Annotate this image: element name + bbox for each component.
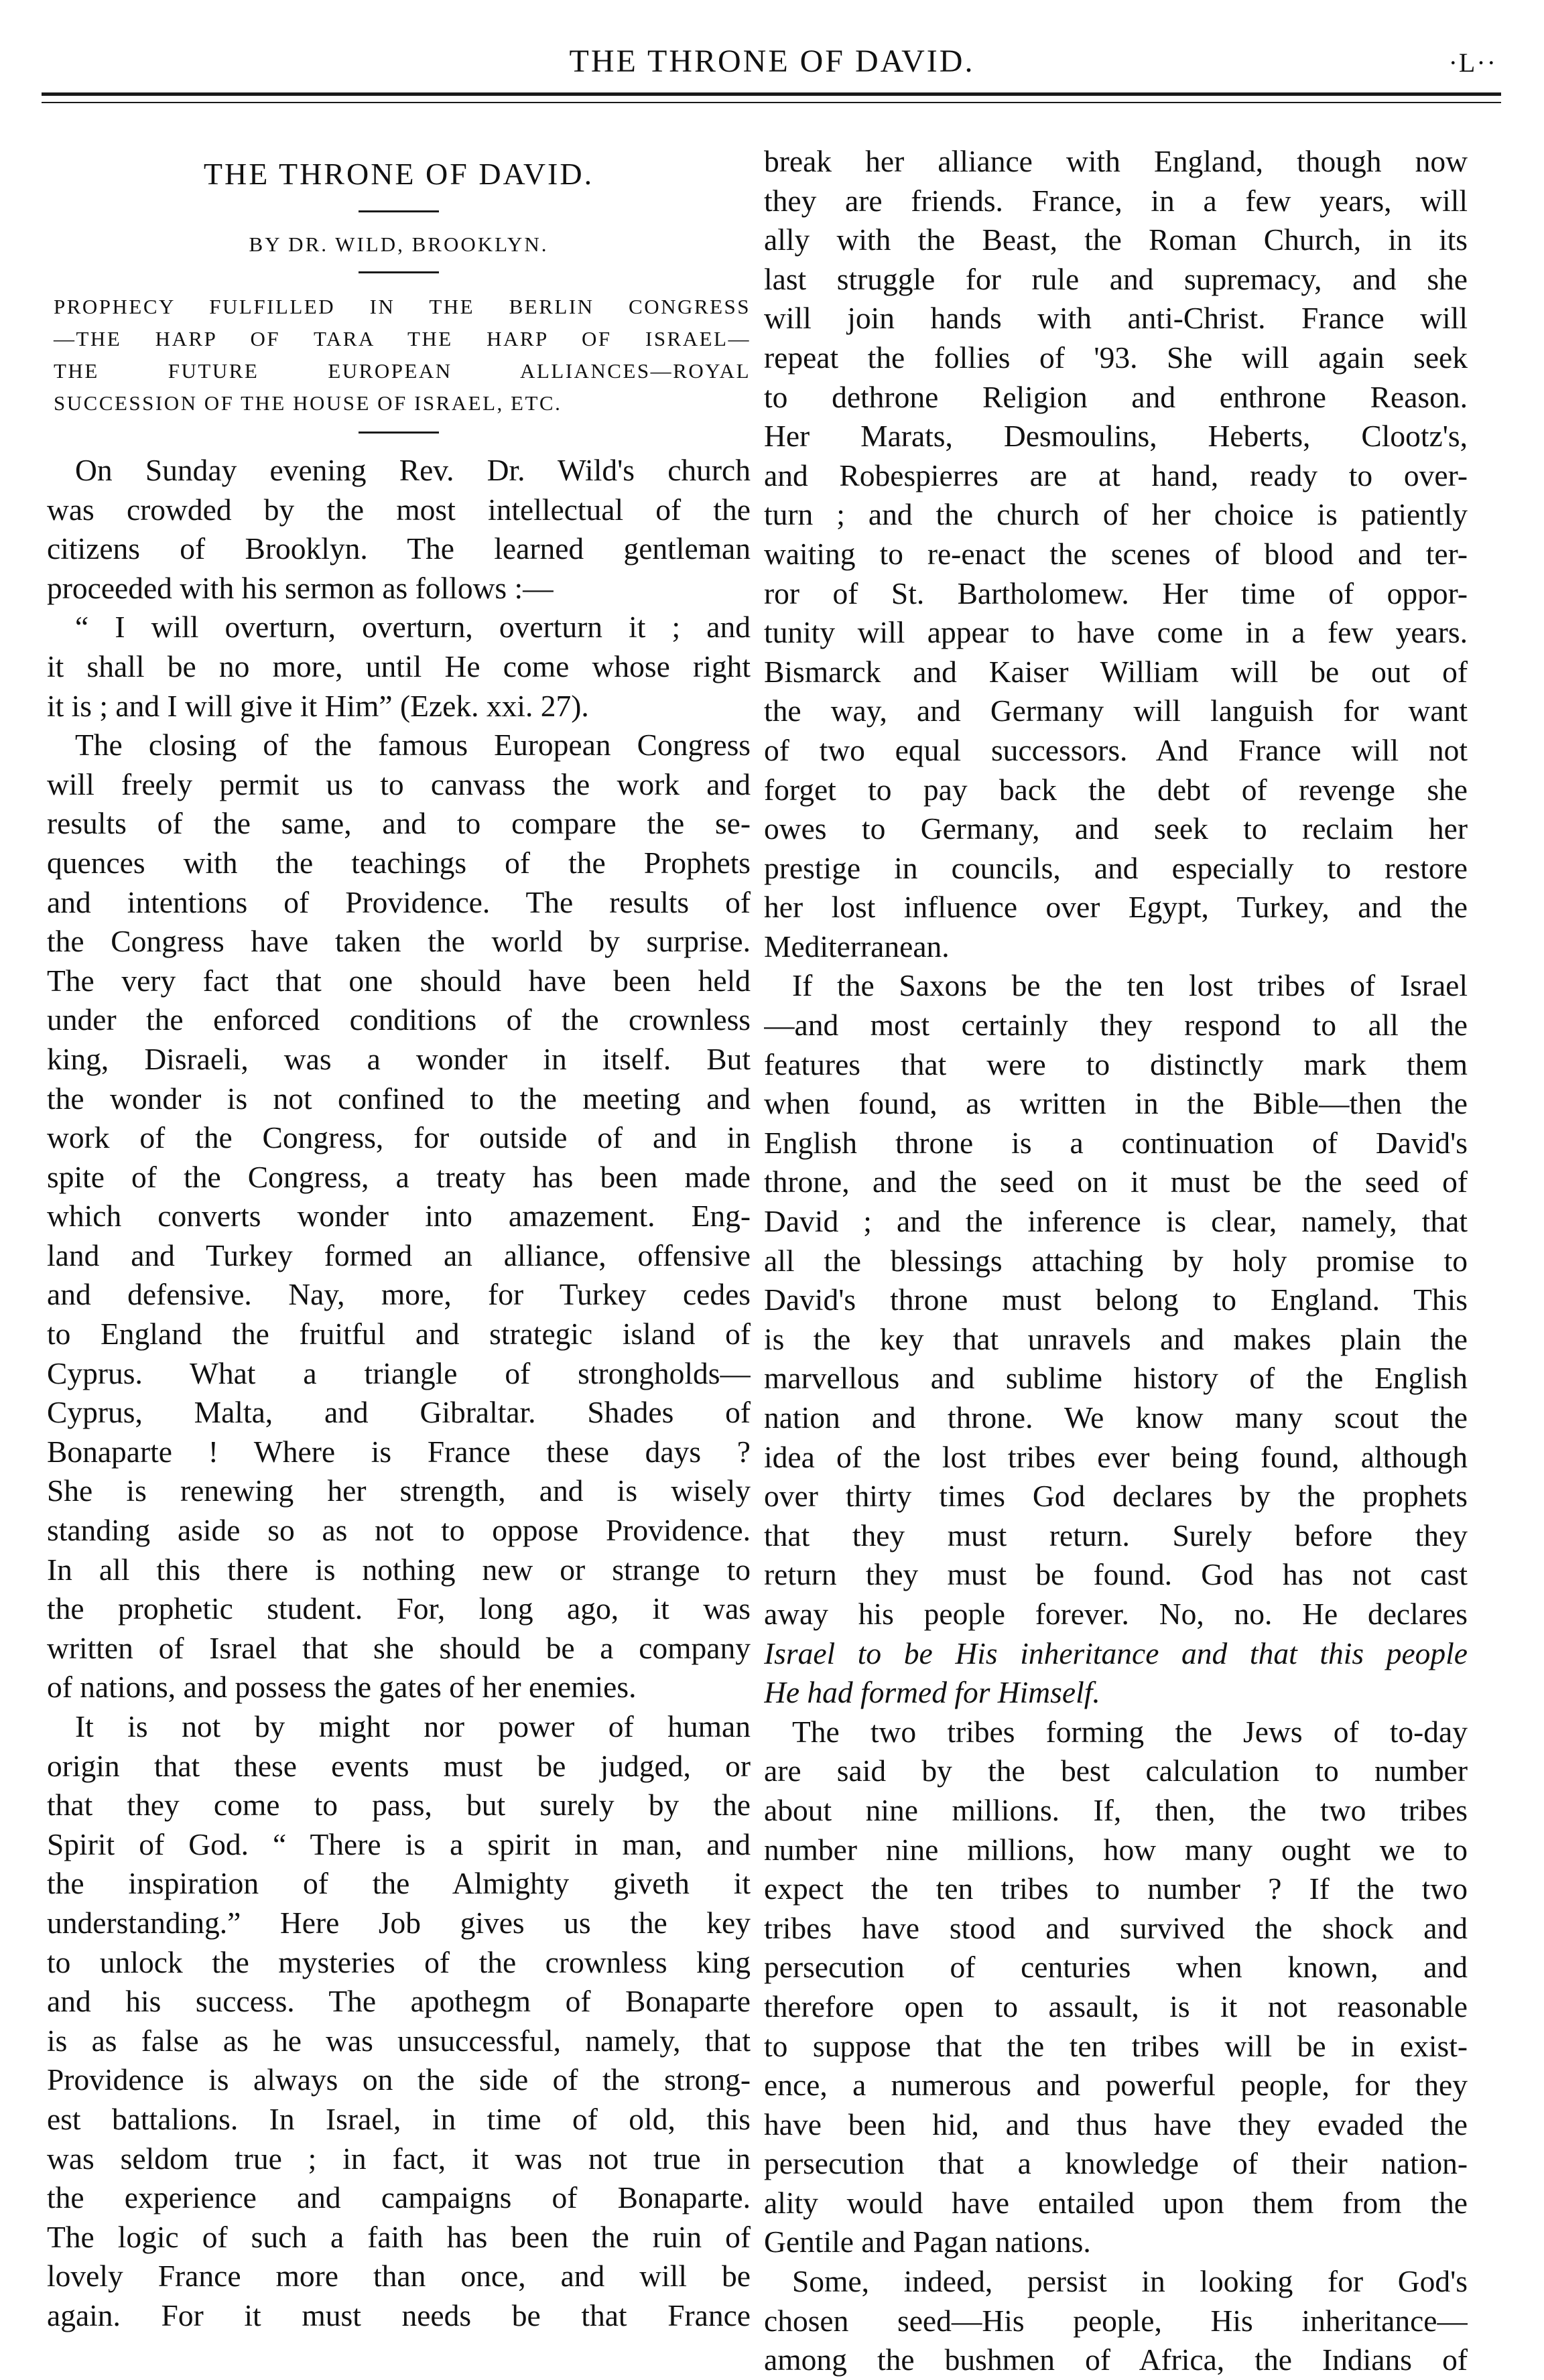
text-line: will freely permit us to canvass the work and <box>47 767 751 801</box>
text-line: under the enforced conditions of the crownless <box>47 1002 751 1037</box>
text-line: throne, and the seed on it must be the seed of <box>764 1165 1468 1199</box>
header-rule-thick <box>42 92 1501 96</box>
text-line: proceeded with his sermon as follows :— <box>47 570 554 605</box>
text-line: origin that these events must be judged, or <box>47 1748 751 1783</box>
text-line: which converts wonder into amazement. Eng- <box>47 1199 751 1234</box>
text-line: have been hid, and thus have they evaded the <box>764 2107 1468 2141</box>
text-line: Gentile and Pagan nations. <box>764 2225 1091 2259</box>
text-line: number nine millions, how many ought we to <box>764 1832 1468 1867</box>
text-line: features that were to distinctly mark them <box>764 1047 1468 1081</box>
text-line: marvellous and sublime history of the English <box>764 1361 1468 1396</box>
text-line: Cyprus, Malta, and Gibraltar. Shades of <box>47 1395 751 1430</box>
text-line: all the blessings attaching by holy promise to <box>764 1243 1468 1278</box>
text-line: are said by the best calculation to number <box>764 1754 1468 1788</box>
text-line: therefore open to assault, is it not reasonable <box>764 1989 1468 2024</box>
text-line: Israel to be His inheritance and that this people <box>764 1636 1468 1670</box>
right-column-body <box>764 142 1468 2380</box>
text-line: is as false as he was unsuccessful, namely, that <box>47 2023 751 2058</box>
text-line: they are friends. France, in a few years, will <box>764 183 1468 218</box>
text-line: understanding.” Here Job gives us the key <box>47 1905 751 1940</box>
text-line: away his people forever. No, no. He declares <box>764 1596 1468 1631</box>
text-line: over thirty times God declares by the prophets <box>764 1479 1468 1514</box>
text-line: The logic of such a faith has been the ruin of <box>47 2219 751 2254</box>
text-line: citizens of Brooklyn. The learned gentleman <box>47 531 751 566</box>
text-line: prestige in councils, and especially to restore <box>764 850 1468 885</box>
text-line: ror of St. Bartholomew. Her time of oppor- <box>764 576 1468 610</box>
text-line: Bismarck and Kaiser William will be out of <box>764 654 1468 689</box>
text-line: lovely France more than once, and will be <box>47 2259 751 2294</box>
text-line: her lost influence over Egypt, Turkey, and the <box>764 890 1468 925</box>
text-line: of two equal successors. And France will not <box>764 732 1468 767</box>
text-line: Cyprus. What a triangle of strongholds— <box>47 1356 751 1390</box>
text-line: If the Saxons be the ten lost tribes of Israel <box>792 968 1468 1003</box>
text-line: was seldom true ; in fact, it was not true in <box>47 2141 751 2176</box>
text-line: it shall be no more, until He come whose right <box>47 649 751 683</box>
text-line: persecution of centuries when known, and <box>764 1950 1468 1985</box>
text-line: idea of the lost tribes ever being found, although <box>764 1439 1468 1474</box>
text-line: and his success. The apothegm of Bonaparte <box>47 1984 751 2019</box>
text-line: the prophetic student. For, long ago, it was <box>47 1591 751 1626</box>
text-line: spite of the Congress, a treaty has been made <box>47 1159 751 1194</box>
text-line: waiting to re-enact the scenes of blood and ter- <box>764 536 1468 571</box>
byline-rule <box>359 271 439 273</box>
text-line: turn ; and the church of her choice is patiently <box>764 497 1468 532</box>
text-line: and intentions of Providence. The results of <box>47 884 751 919</box>
text-line: repeat the follies of '93. She will again seek <box>764 340 1468 375</box>
text-line: the way, and Germany will languish for want <box>764 693 1468 728</box>
text-line: He had formed for Himself. <box>764 1675 1100 1710</box>
right-column <box>764 142 1468 2380</box>
title-rule <box>359 210 439 212</box>
text-line: expect the ten tribes to number ? If the two <box>764 1871 1468 1906</box>
text-line: and Robespierres are at hand, ready to over- <box>764 458 1468 492</box>
text-line: work of the Congress, for outside of and in <box>47 1120 751 1155</box>
text-line: tunity will appear to have come in a few years. <box>764 615 1468 650</box>
text-line: Bonaparte ! Where is France these days ? <box>47 1434 751 1469</box>
text-line: persecution that a knowledge of their nation- <box>764 2146 1468 2181</box>
article-subheads <box>47 291 751 419</box>
text-line: David ; and the inference is clear, namely, that <box>764 1204 1468 1239</box>
left-column <box>47 142 751 2336</box>
text-line: forget to pay back the debt of revenge she <box>764 772 1468 807</box>
text-line: written of Israel that she should be a company <box>47 1630 751 1665</box>
text-line: of nations, and possess the gates of her enemies. <box>47 1670 637 1705</box>
text-line: return they must be found. God has not cast <box>764 1557 1468 1592</box>
text-line: was crowded by the most intellectual of the <box>47 492 751 527</box>
text-line: to England the fruitful and strategic island of <box>47 1317 751 1351</box>
text-line: when found, as written in the Bible—then the <box>764 1086 1468 1121</box>
text-line: Providence is always on the side of the strong- <box>47 2062 751 2097</box>
text-line: the Congress have taken the world by surprise. <box>47 924 751 959</box>
text-line: David's throne must belong to England. This <box>764 1282 1468 1317</box>
text-line: results of the same, and to compare the se- <box>47 806 751 841</box>
text-line: it is ; and I will give it Him” (Ezek. xxi. 27). <box>47 688 589 723</box>
subhead-line: —THE HARP OF TARA THE HARP OF ISRAEL— <box>54 327 751 350</box>
text-line: nation and throne. We know many scout the <box>764 1400 1468 1435</box>
text-line: ally with the Beast, the Roman Church, in its <box>764 222 1468 257</box>
text-line: to dethrone Religion and enthrone Reason. <box>764 379 1468 414</box>
text-line: will join hands with anti-Christ. France will <box>764 301 1468 336</box>
text-line: break her alliance with England, though now <box>764 144 1468 178</box>
text-line: On Sunday evening Rev. Dr. Wild's church <box>75 453 751 487</box>
text-line: —and most certainly they respond to all the <box>764 1008 1468 1043</box>
text-line: The closing of the famous European Congress <box>75 728 751 763</box>
text-line: to suppose that the ten tribes will be in exist- <box>764 2028 1468 2063</box>
text-line: standing aside so as not to oppose Providence. <box>47 1513 751 1548</box>
running-head: THE THRONE OF DAVID. <box>569 44 975 79</box>
subhead-line: SUCCESSION OF THE HOUSE OF ISRAEL, ETC. <box>54 391 562 415</box>
subhead-line: PROPHECY FULFILLED IN THE BERLIN CONGRESS <box>54 295 751 318</box>
text-line: is the key that unravels and makes plain the <box>764 1321 1468 1356</box>
text-line: the inspiration of the Almighty giveth it <box>47 1866 751 1901</box>
text-line: about nine millions. If, then, the two tribes <box>764 1792 1468 1827</box>
page-folio: ·L·· <box>1448 48 1497 78</box>
header-rule-thin <box>42 102 1501 103</box>
text-line: the experience and campaigns of Bonaparte. <box>47 2180 751 2215</box>
text-line: that they come to pass, but surely by the <box>47 1788 751 1823</box>
text-line: ence, a numerous and powerful people, for they <box>764 2068 1468 2103</box>
text-line: that they must return. Surely before they <box>764 1518 1468 1552</box>
text-line: owes to Germany, and seek to reclaim her <box>764 811 1468 846</box>
text-line: to unlock the mysteries of the crownless king <box>47 1944 751 1979</box>
article-title: THE THRONE OF DAVID. <box>203 157 594 191</box>
text-line: the wonder is not confined to the meeting and <box>47 1081 751 1116</box>
text-line: “ I will overturn, overturn, overturn it ; and <box>75 610 751 645</box>
text-line: est battalions. In Israel, in time of old, this <box>47 2101 751 2136</box>
text-line: The two tribes forming the Jews of to-day <box>792 1714 1468 1749</box>
text-line: It is not by might nor power of human <box>75 1709 751 1743</box>
text-line: land and Turkey formed an alliance, offensive <box>47 1238 751 1272</box>
text-line: among the bushmen of Africa, the Indians of <box>764 2342 1468 2377</box>
text-line: In all this there is nothing new or strange to <box>47 1552 751 1587</box>
article-byline: BY DR. WILD, BROOKLYN. <box>249 233 549 256</box>
text-line: The very fact that one should have been held <box>47 963 751 998</box>
text-line: Some, indeed, persist in looking for God's <box>792 2264 1468 2299</box>
text-line: tribes have stood and survived the shock and <box>764 1910 1468 1945</box>
text-line: again. For it must needs be that France <box>47 2298 751 2332</box>
text-line: quences with the teachings of the Prophets <box>47 845 751 880</box>
text-line: king, Disraeli, was a wonder in itself. But <box>47 1041 751 1076</box>
text-line: chosen seed—His people, His inheritance— <box>764 2303 1468 2338</box>
subhead-line: THE FUTURE EUROPEAN ALLIANCES—ROYAL <box>54 359 751 383</box>
text-line: Spirit of God. “ There is a spirit in man, and <box>47 1827 751 1861</box>
text-line: Mediterranean. <box>764 929 950 964</box>
text-line: She is renewing her strength, and is wisely <box>47 1473 751 1508</box>
subhead-rule <box>359 432 439 434</box>
text-line: ality would have entailed upon them from the <box>764 2185 1468 2220</box>
text-line: last struggle for rule and supremacy, and she <box>764 261 1468 296</box>
text-line: English throne is a continuation of David's <box>764 1125 1468 1160</box>
text-line: Her Marats, Desmoulins, Heberts, Clootz's, <box>764 419 1468 454</box>
left-column-body <box>47 451 751 2336</box>
text-line: and defensive. Nay, more, for Turkey cedes <box>47 1277 751 1312</box>
